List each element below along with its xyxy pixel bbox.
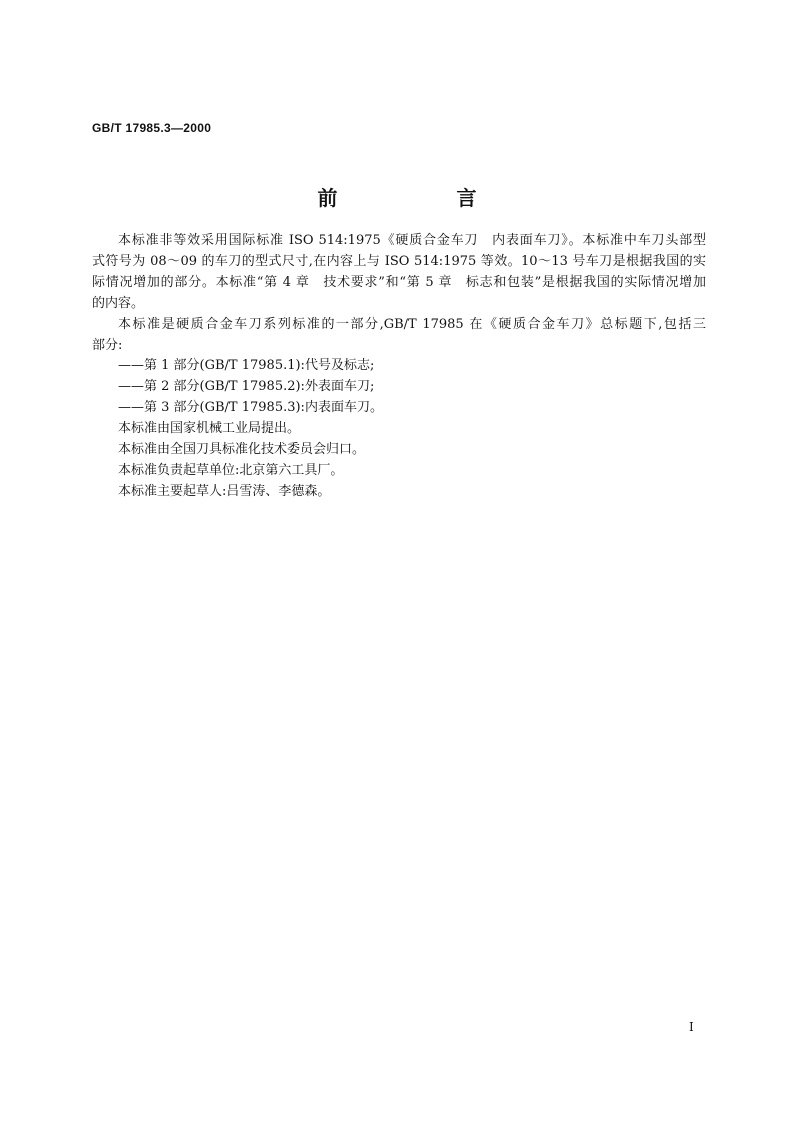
paragraph-adoption xyxy=(92,231,706,315)
foreword-body xyxy=(92,231,706,503)
standard-number: GB/T 17985.3—2000 xyxy=(92,121,212,135)
text-line: 式符号为 08～09 的车刀的型式尺寸,在内容上与 ISO 514:1975 等效。10～13 号车刀是根据我国的实 xyxy=(92,253,706,269)
statement-proposed: 本标准由国家机械工业局提出。 xyxy=(118,421,301,437)
paragraph-series xyxy=(92,315,706,357)
statements xyxy=(92,419,706,503)
text-line: 部分: xyxy=(92,337,123,353)
list-item: ——第 2 部分(GB/T 17985.2):外表面车刀; xyxy=(118,379,375,395)
list-item: ——第 3 部分(GB/T 17985.3):内表面车刀。 xyxy=(118,400,383,416)
text-line: 本标准非等效采用国际标准 ISO 514:1975《硬质合金车刀 内表面车刀》。本标准中车刀头部型 xyxy=(118,233,706,248)
statement-drafting-unit: 本标准负责起草单位:北京第六工具厂。 xyxy=(118,462,344,478)
text-line: 本标准是硬质合金车刀系列标准的一部分,GB/T 17985 在《硬质合金车刀》总标题下,包括三 xyxy=(118,316,706,332)
statement-centralized: 本标准由全国刀具标准化技术委员会归口。 xyxy=(118,442,366,458)
text-line: 际情况增加的部分。本标准“第 4 章 技术要求”和“第 5 章 标志和包装”是根据我国的实际情况增加 xyxy=(92,274,706,290)
statement-drafters: 本标准主要起草人:吕雪涛、李德森。 xyxy=(118,483,331,499)
text-line: 的内容。 xyxy=(92,295,145,311)
list-item: ——第 1 部分(GB/T 17985.1):代号及标志; xyxy=(118,358,375,374)
page-number: I xyxy=(689,1020,694,1034)
page-title: 前 言 xyxy=(317,186,533,210)
parts-list xyxy=(92,356,706,419)
